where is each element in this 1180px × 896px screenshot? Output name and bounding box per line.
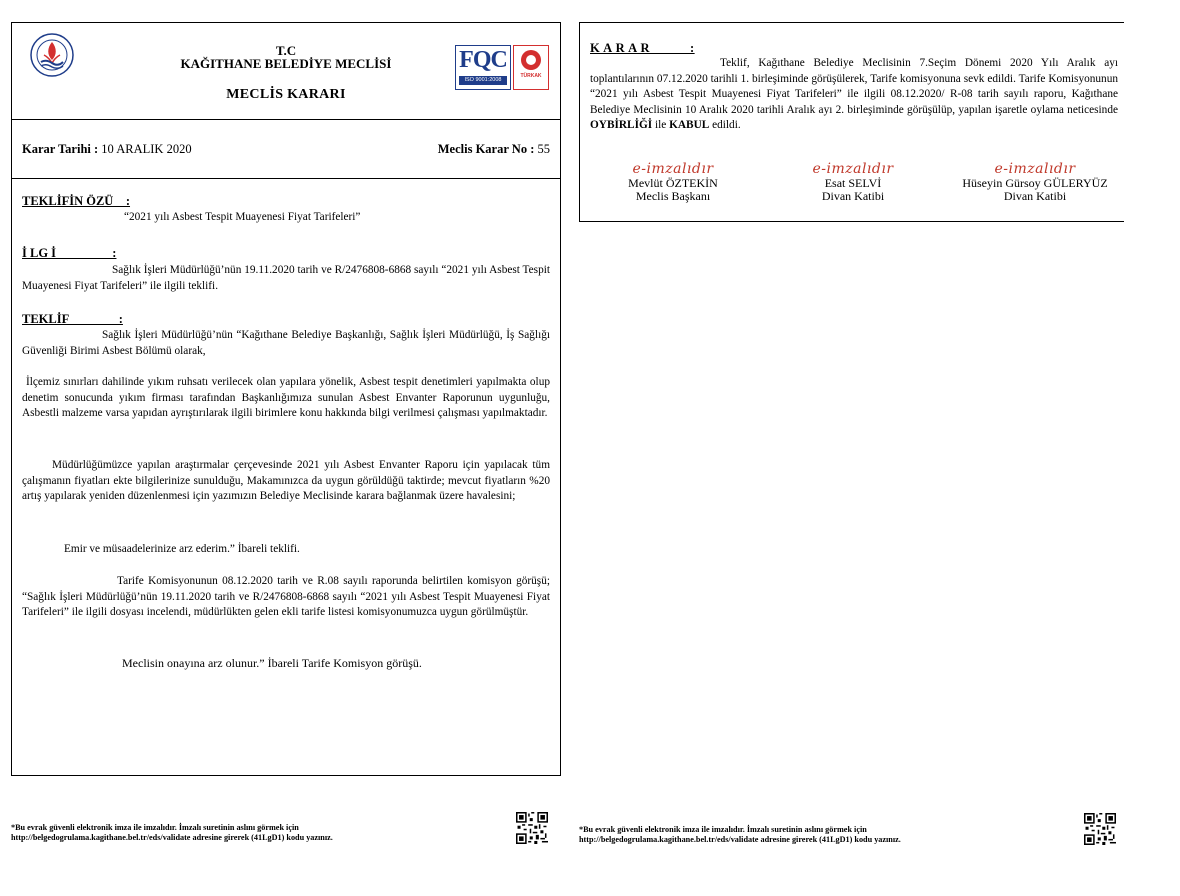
meta-divider xyxy=(12,178,560,179)
signature-chairman-name: Mevlüt ÖZTEKİN xyxy=(628,176,718,190)
header-tc: T.C xyxy=(275,43,297,58)
decision-date-label: Karar Tarihi : xyxy=(22,142,99,156)
proposal-paragraph-3: Müdürlüğümüzce yapılan araştırmalar çerçevesinde 2021 yılı Asbest Envanter Raporu için yapılacak tüm çalışmanın fiyatları ekte bilgilerinize sunulduğu, Makamınızca da uygun görüldüğü taktirde; mevcut fiyatların %20 artış yapılarak yeniden düzenlenmesi için yazımızın Belediye Meclisinde karara bağlanmak üzere havalesini; xyxy=(22,459,550,503)
decision-page-2 xyxy=(579,22,1124,222)
signature-chairman-esig: e-imzalıdır xyxy=(632,161,714,177)
page1-footnote-line2: http://belgedogrulama.kagithane.bel.tr/eds/validate adresine girerek (41LgD1) kodu yazınız. xyxy=(11,833,333,842)
reference-heading: İ LG İ : xyxy=(22,246,117,260)
decision-text-end: edildi. xyxy=(709,119,741,132)
decision-number-label: Meclis Karar No : xyxy=(437,142,535,156)
decision-date xyxy=(22,142,192,157)
signature-chairman-title: Meclis Başkanı xyxy=(635,189,711,203)
signature-clerk-1-name: Esat SELVİ xyxy=(824,176,882,190)
proposal-heading: TEKLİF : xyxy=(22,312,123,326)
signature-clerk-2 xyxy=(945,163,1125,203)
decision-number-value: 55 xyxy=(534,142,550,156)
decision-text xyxy=(590,56,1118,134)
turkak-text: TÜRKAK xyxy=(520,73,542,79)
signature-clerk-1-esig: e-imzalıdır xyxy=(812,161,894,177)
header-divider xyxy=(12,119,560,120)
signature-clerk-2-esig: e-imzalıdır xyxy=(994,161,1076,177)
certification-badge xyxy=(455,45,551,90)
decision-unanimous: OYBİRLİĞİ xyxy=(590,119,653,132)
commission-opinion: Tarife Komisyonunun 08.12.2020 tarih ve R.08 sayılı raporunda belirtilen komisyon görüşü; “Sağlık İşleri Müdürlüğü’nün 19.11.2020 tarih ve R/2476808-6868 sayılı “2021 yılı Asbest Tespit Muayenesi Fiyat Tarifeleri” ile ilgili dosyası incelendi, müdürlükten gelen ekli tarife listesi komisyonumuzca uygun görülmüştür. xyxy=(22,575,550,619)
commission-opinion-closing: Meclisin onayına arz olunur.” İbareli Tarife Komisyon görüşü. xyxy=(122,656,422,670)
signature-clerk-1 xyxy=(778,163,928,203)
fqc-logo-text: FQC xyxy=(459,47,507,73)
page2-footnote-line1: *Bu evrak güvenli elektronik imza ile imzalıdır. İmzalı suretinin aslını görmek için xyxy=(579,825,867,834)
reference-text: Sağlık İşleri Müdürlüğü’nün 19.11.2020 tarih ve R/2476808-6868 sayılı “2021 yılı Asbest Tespit Muayenesi Fiyat Tarifeleri” ile ilgili teklifi. xyxy=(22,264,550,292)
decision-text-main: Teklif, Kağıthane Belediye Meclisinin 7.Seçim Dönemi 2020 Yılı Aralık ayı toplantılarının 07.12.2020 tarihli 1. birleşiminde görüşülerek, Tarife komisyonuna sevk edildi. Tarife Komisyonunun “2021 yılı Asbest Tespit Muayenesi Fiyat Tarifeleri” ile ilgili 08.12.2020/ R-08 tarih sayılı raporu, Kağıthane Belediye Meclisinin 10 Aralık 2020 tarihli Aralık ayı 2. birleşiminde görüşülüp, yapılan işaretle oylama neticesinde xyxy=(590,57,1118,116)
decision-accepted: KABUL xyxy=(669,119,710,132)
page2-footnote-line2: http://belgedogrulama.kagithane.bel.tr/eds/validate adresine girerek (41LgD1) kodu yazınız. xyxy=(579,835,901,844)
decision-number xyxy=(438,142,550,157)
summary-text: “2021 yılı Asbest Tespit Muayenesi Fiyat Tarifeleri” xyxy=(124,211,361,223)
proposal-paragraph-2: İlçemiz sınırları dahilinde yıkım ruhsatı verilecek olan yapılara yönelik, Asbest tespit denetimleri yapılmakta olup denetim sonucunda yıkım firması tarafından Başkanlığımıza sunulan Asbest Envanter Raporunun uygunluğu, Asbestli malzeme varsa yapıdan ayrıştırılarak ilgili birimlere konu hakkında bilgi verilmesi çalışması yapılmaktadır. xyxy=(22,376,550,420)
signature-chairman xyxy=(598,163,748,203)
page1-footnote-line1: *Bu evrak güvenli elektronik imza ile imzalıdır. İmzalı suretinin aslını görmek için xyxy=(11,823,299,832)
fqc-iso-text: ISO 9001:2008 xyxy=(459,76,507,85)
decision-heading: K A R A R : xyxy=(590,41,695,55)
page1-esign-footnote xyxy=(11,823,491,843)
signature-clerk-2-title: Divan Katibi xyxy=(1003,189,1067,203)
page1-qr-code-icon xyxy=(516,812,548,844)
page-title: MECLİS KARARI xyxy=(226,87,346,102)
signature-clerk-1-title: Divan Katibi xyxy=(821,189,885,203)
turkak-icon xyxy=(521,50,541,70)
proposal-paragraph-1: Sağlık İşleri Müdürlüğü’nün “Kağıthane Belediye Başkanlığı, Sağlık İşleri Müdürlüğü, İş Sağlığı Güvenliği Birimi Asbest Bölümü olarak, xyxy=(22,329,550,357)
header-organization: KAĞITHANE BELEDİYE MECLİSİ xyxy=(180,56,392,71)
signature-clerk-2-name: Hüseyin Gürsoy GÜLERYÜZ xyxy=(962,176,1108,190)
summary-heading: TEKLİFİN ÖZÜ : xyxy=(22,194,131,208)
page2-esign-footnote xyxy=(579,825,1059,845)
page2-qr-code-icon xyxy=(1084,813,1116,845)
decision-date-value: 10 ARALIK 2020 xyxy=(98,142,192,156)
decision-page-1 xyxy=(11,22,561,776)
proposal-paragraph-4: Emir ve müsaadelerinize arz ederim.” İbareli teklifi. xyxy=(64,543,300,555)
decision-text-mid: ile xyxy=(652,119,670,132)
